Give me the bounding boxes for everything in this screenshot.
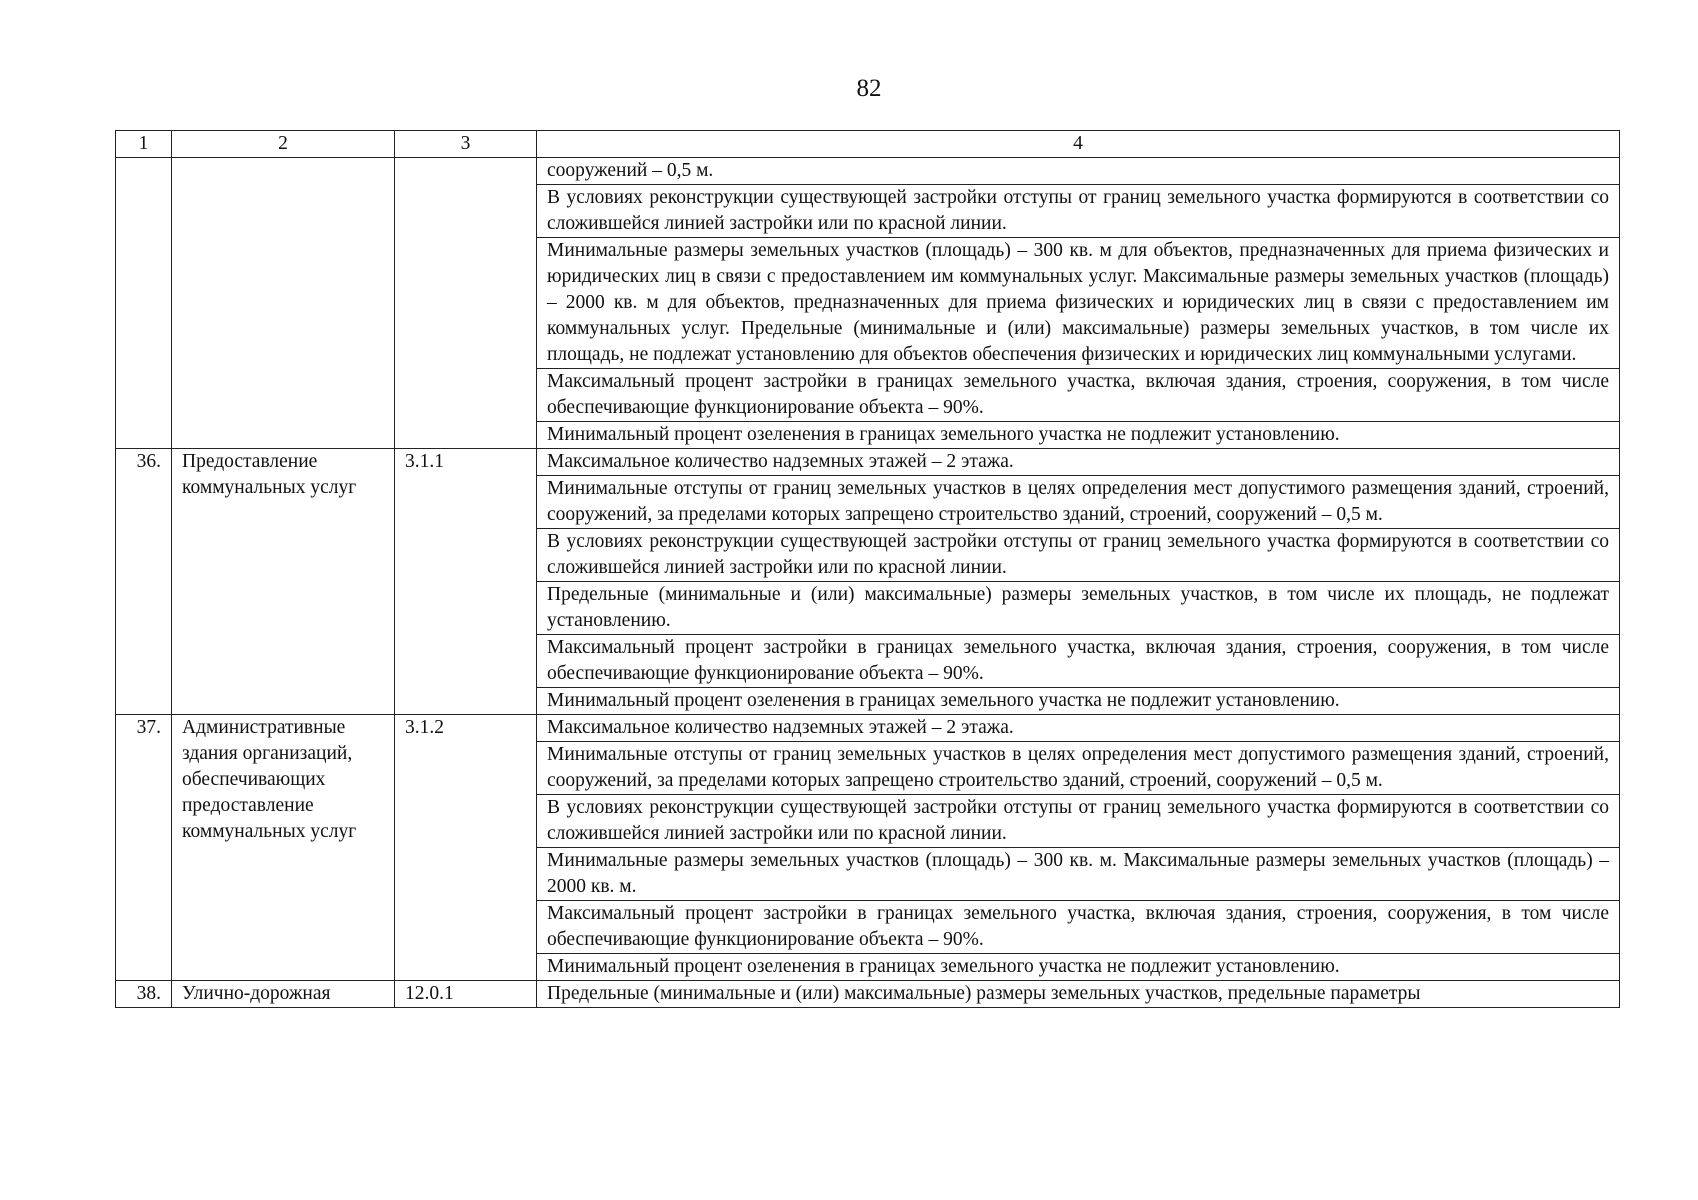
- parameter-cell: сооружений – 0,5 м.: [537, 158, 1620, 185]
- row-code-cell: 3.1.2: [395, 715, 537, 981]
- header-cell: 2: [172, 131, 395, 158]
- header-cell: 4: [537, 131, 1620, 158]
- parameter-cell: Максимальный процент застройки в границах земельного участка, включая здания, строения, сооружения, в том числе обеспечивающие функционирование объекта – 90%.: [537, 369, 1620, 422]
- row-number-cell: 36.: [116, 449, 172, 715]
- row-code-cell: [395, 158, 537, 449]
- parameter-cell: Минимальный процент озеленения в границах земельного участка не подлежит установлению.: [537, 688, 1620, 715]
- row-name-cell: Улично-дорожная: [172, 981, 395, 1008]
- parameter-cell: Предельные (минимальные и (или) максимальные) размеры земельных участков, предельные параметры: [537, 981, 1620, 1008]
- row-code-cell: 12.0.1: [395, 981, 537, 1008]
- parameter-cell: Максимальное количество надземных этажей – 2 этажа.: [537, 449, 1620, 476]
- parameter-cell: Максимальный процент застройки в границах земельного участка, включая здания, строения, сооружения, в том числе обеспечивающие функционирование объекта – 90%.: [537, 635, 1620, 688]
- table-row: [116, 158, 1620, 185]
- table-row: [116, 715, 1620, 742]
- parameter-cell: В условиях реконструкции существующей застройки отступы от границ земельного участка формируются в соответствии со сложившейся линией застройки или по красной линии.: [537, 185, 1620, 238]
- row-name-cell: Административные здания организаций, обеспечивающих предоставление коммунальных услуг: [172, 715, 395, 981]
- page-number: 82: [856, 75, 882, 102]
- parameter-cell: Минимальные размеры земельных участков (площадь) – 300 кв. м для объектов, предназначенных для приема физических и юридических лиц в связи с предоставлением им коммунальных услуг. Максимальные размеры земельных участков (площадь) – 2000 кв. м для объектов, предназначенных для приема физических и юридических лиц в связи с предоставлением им коммунальных услуг. Предельные (минимальные и (или) максимальные) размеры земельных участков, в том числе их площадь, не подлежат установлению для объектов обеспечения физических и юридических лиц коммунальными услугами.: [537, 238, 1620, 369]
- row-number-cell: 37.: [116, 715, 172, 981]
- parameter-cell: Минимальный процент озеленения в границах земельного участка не подлежит установлению.: [537, 954, 1620, 981]
- row-name-cell: [172, 158, 395, 449]
- table-row: [116, 981, 1620, 1008]
- header-cell: 3: [395, 131, 537, 158]
- row-number-cell: 38.: [116, 981, 172, 1008]
- row-code-cell: 3.1.1: [395, 449, 537, 715]
- parameter-cell: Минимальные размеры земельных участков (площадь) – 300 кв. м. Максимальные размеры земельных участков (площадь) – 2000 кв. м.: [537, 848, 1620, 901]
- table-row: [116, 449, 1620, 476]
- parameter-cell: Максимальный процент застройки в границах земельного участка, включая здания, строения, сооружения, в том числе обеспечивающие функционирование объекта – 90%.: [537, 901, 1620, 954]
- parameter-cell: Минимальный процент озеленения в границах земельного участка не подлежит установлению.: [537, 422, 1620, 449]
- parameter-cell: В условиях реконструкции существующей застройки отступы от границ земельного участка формируются в соответствии со сложившейся линией застройки или по красной линии.: [537, 529, 1620, 582]
- header-cell: 1: [116, 131, 172, 158]
- parameter-cell: Максимальное количество надземных этажей – 2 этажа.: [537, 715, 1620, 742]
- parameter-cell: В условиях реконструкции существующей застройки отступы от границ земельного участка формируются в соответствии со сложившейся линией застройки или по красной линии.: [537, 795, 1620, 848]
- row-name-cell: Предоставление коммунальных услуг: [172, 449, 395, 715]
- table-header-row: [116, 131, 1620, 158]
- parameter-cell: Минимальные отступы от границ земельных участков в целях определения мест допустимого размещения зданий, строений, сооружений, за пределами которых запрещено строительство зданий, строений, сооружений – 0,5 м.: [537, 742, 1620, 795]
- parameter-cell: Минимальные отступы от границ земельных участков в целях определения мест допустимого размещения зданий, строений, сооружений, за пределами которых запрещено строительство зданий, строений, сооружений – 0,5 м.: [537, 476, 1620, 529]
- row-number-cell: [116, 158, 172, 449]
- parameter-cell: Предельные (минимальные и (или) максимальные) размеры земельных участков, в том числе их площадь, не подлежат установлению.: [537, 582, 1620, 635]
- regulations-table: [115, 130, 1620, 1008]
